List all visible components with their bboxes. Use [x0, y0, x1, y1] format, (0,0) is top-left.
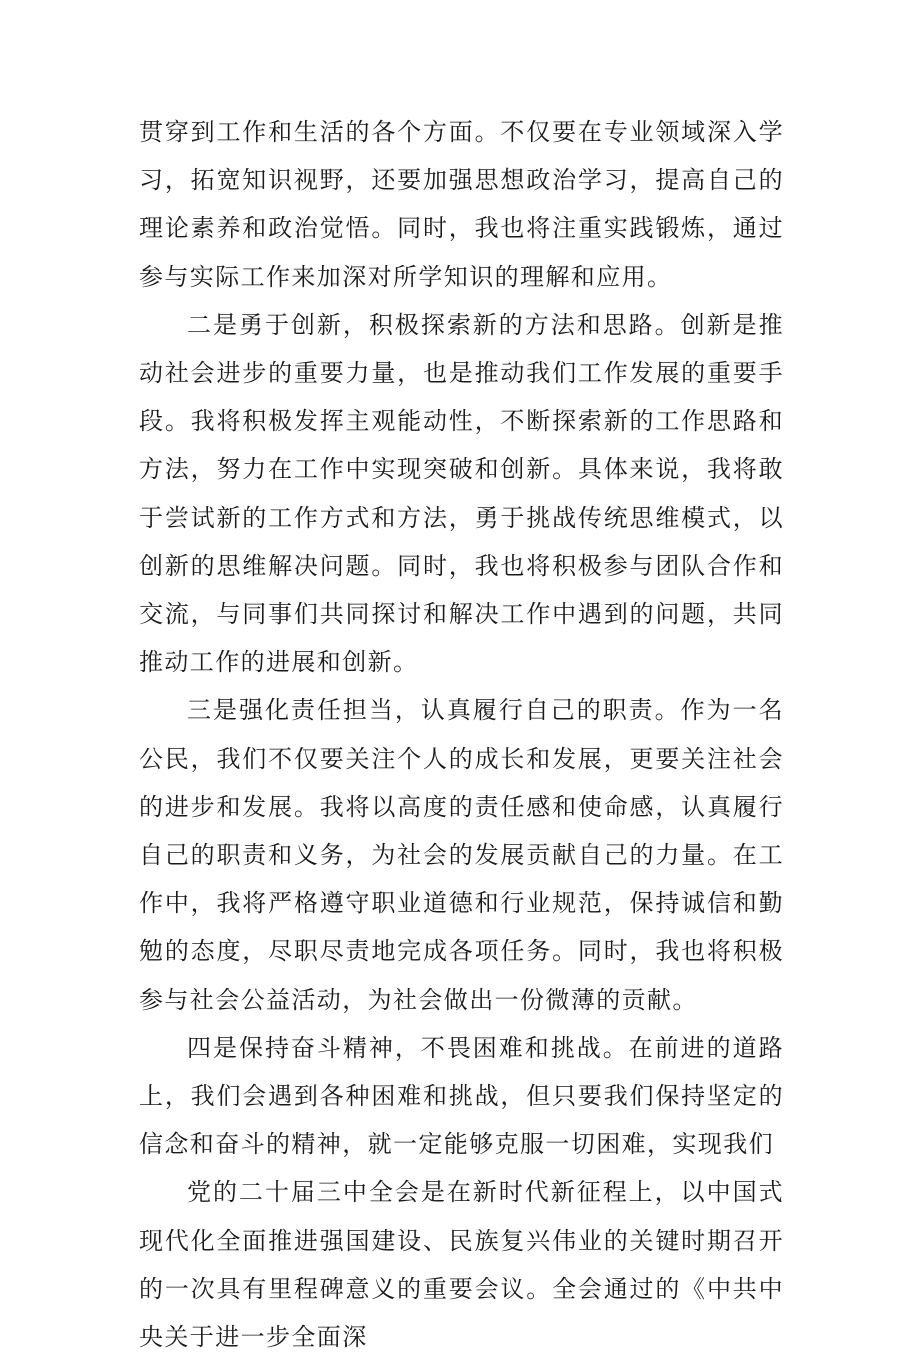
paragraph-2: 二是勇于创新，积极探索新的方法和思路。创新是推动社会进步的重要力量，也是推动我们工作发展的重要手段。我将积极发挥主观能动性，不断探索新的工作思路和方法，努力在工作中实现突破和创新。具体来说，我将敢于尝试新的工作方式和方法，勇于挑战传统思维模式，以创新的思维解决问题。同时，我也将积极参与团队合作和交流，与同事们共同探讨和解决工作中遇到的问题，共同推动工作的进展和创新。: [139, 310, 784, 677]
paragraph-5: 党的二十届三中全会是在新时代新征程上，以中国式现代化全面推进强国建设、民族复兴伟业的关键时期召开的一次具有里程碑意义的重要会议。全会通过的《中共中央关于进一步全面深: [139, 1178, 784, 1352]
body-text: [139, 108, 784, 1361]
paragraph-3: 三是强化责任担当，认真履行自己的职责。作为一名公民，我们不仅要关注个人的成长和发展，更要关注社会的进步和发展。我将以高度的责任感和使命感，认真履行自己的职责和义务，为社会的发展贡献自己的力量。在工作中，我将严格遵守职业道德和行业规范，保持诚信和勤勉的态度，尽职尽责地完成各项任务。同时，我也将积极参与社会公益活动，为社会做出一份微薄的贡献。: [139, 696, 784, 1014]
paragraph-1: 贯穿到工作和生活的各个方面。不仅要在专业领域深入学习，拓宽知识视野，还要加强思想政治学习，提高自己的理论素养和政治觉悟。同时，我也将注重实践锻炼，通过参与实际工作来加深对所学知识的理解和应用。: [139, 118, 784, 291]
paragraph-4: 四是保持奋斗精神，不畏困难和挑战。在前进的道路上，我们会遇到各种困难和挑战，但只要我们保持坚定的信念和奋斗的精神，就一定能够克服一切困难，实现我们: [139, 1033, 784, 1159]
